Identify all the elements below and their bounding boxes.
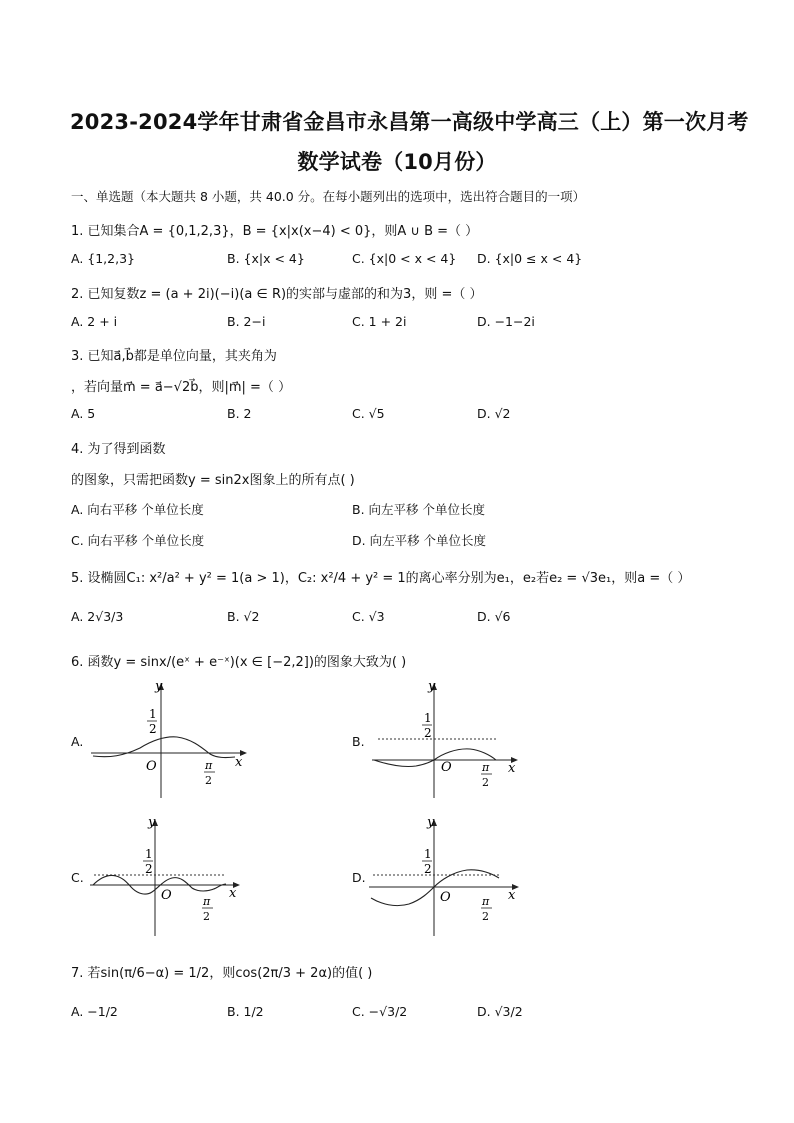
q6b-x-label: x [508, 761, 516, 776]
q1-option-a: A. {1,2,3} [71, 251, 135, 266]
q5-option-b: B. √2 [227, 609, 260, 624]
q6c-origin: O [161, 888, 172, 903]
q1-option-b: B. {x|x < 4} [227, 251, 305, 266]
title-line-1: 2023-2024学年甘肃省金昌市永昌第一高级中学高三（上）第一次月考 [70, 110, 749, 134]
q6b-y-label: y [428, 679, 436, 694]
q6-option-c-label: C. [71, 870, 84, 885]
q2-option-b: B. 2−i [227, 314, 266, 329]
q6-option-d-label: D. [352, 870, 366, 885]
question-7-stem: 7. 若sin(π/6−α) = 1/2，则cos(2π/3 + 2α)的值( ) [71, 966, 373, 981]
q4-option-a: A. 向右平移 个单位长度 [71, 502, 204, 517]
q7-option-a: A. −1/2 [71, 1004, 118, 1019]
q7-option-c: C. −√3/2 [352, 1004, 408, 1019]
q6a-pi-den: 2 [205, 774, 212, 787]
q5-option-d: D. √6 [477, 609, 511, 624]
q4-option-d: D. 向左平移 个单位长度 [352, 533, 487, 548]
q6c-pi-num: π [203, 895, 211, 908]
q1-option-d: D. {x|0 ≤ x < 4} [477, 251, 583, 266]
q6b-pi-den: 2 [482, 776, 489, 789]
q6b-half-den: 2 [424, 726, 432, 740]
q6c-pi-den: 2 [203, 910, 210, 923]
q6a-y-label: y [155, 679, 163, 694]
q6-graph-a [85, 676, 255, 802]
question-3-stem-line-2: ，若向量m⃗ = a⃗−√2b⃗，则|m⃗| =（ ） [71, 380, 292, 395]
q2-option-d: D. −1−2i [477, 314, 535, 329]
q6d-pi-den: 2 [482, 910, 489, 923]
question-3-stem-line-1: 3. 已知a⃗,b⃗都是单位向量，其夹角为 [71, 349, 277, 364]
q4-option-c: C. 向右平移 个单位长度 [71, 533, 205, 548]
question-4-stem-line-2: 的图象，只需把函数y = sin2x图象上的所有点( ) [71, 473, 355, 488]
q6c-y-label: y [148, 815, 156, 830]
q6d-pi-num: π [482, 895, 490, 908]
section-header: 一、单选题（本大题共 8 小题，共 40.0 分。在每小题列出的选项中，选出符合题目的一项） [71, 189, 586, 204]
q3-option-d: D. √2 [477, 406, 511, 421]
question-4-stem-line-1: 4. 为了得到函数 [71, 442, 166, 457]
q6a-x-label: x [235, 755, 243, 770]
q6d-x-label: x [508, 888, 516, 903]
q2-option-a: A. 2 + i [71, 314, 118, 329]
q3-option-c: C. √5 [352, 406, 385, 421]
q6c-x-label: x [229, 886, 237, 901]
title-line-2: 数学试卷（10月份） [297, 150, 497, 174]
q6-option-b-label: B. [352, 734, 365, 749]
question-2-stem: 2. 已知复数z = (a + 2i)(−i)(a ∈ R)的实部与虚部的和为3，则 =（ ） [71, 287, 483, 302]
q5-option-c: C. √3 [352, 609, 385, 624]
q6d-half-num: 1 [424, 847, 432, 861]
q2-option-c: C. 1 + 2i [352, 314, 407, 329]
q6a-origin: O [146, 759, 157, 774]
q6-graph-d [367, 812, 527, 940]
q6-graph-c [88, 812, 248, 940]
q6d-origin: O [440, 890, 451, 905]
q7-option-d: D. √3/2 [477, 1004, 523, 1019]
q6d-y-label: y [427, 815, 435, 830]
q6b-pi-num: π [482, 761, 490, 774]
q4-option-b: B. 向左平移 个单位长度 [352, 502, 485, 517]
q6b-half-num: 1 [424, 711, 432, 725]
q6b-origin: O [441, 760, 452, 775]
question-5-stem: 5. 设椭圆C₁: x²/a² + y² = 1(a > 1)，C₂: x²/4 + y² = 1的离心率分别为e₁，e₂若e₂ = √3e₁，则a =（ ） [71, 571, 691, 586]
q3-option-a: A. 5 [71, 406, 96, 421]
q6-graph-b [366, 676, 526, 802]
question-6-stem: 6. 函数y = sinx/(eˣ + e⁻ˣ)(x ∈ [−2,2])的图象大致为( ) [71, 655, 407, 670]
q5-option-a: A. 2√3/3 [71, 609, 124, 624]
q6-option-a-label: A. [71, 734, 84, 749]
q6c-half-num: 1 [145, 847, 153, 861]
q6c-half-den: 2 [145, 862, 153, 876]
q6a-half-num: 1 [149, 707, 157, 721]
q1-option-c: C. {x|0 < x < 4} [352, 251, 457, 266]
q6a-half-den: 2 [149, 722, 157, 736]
q3-option-b: B. 2 [227, 406, 252, 421]
q6d-half-den: 2 [424, 862, 432, 876]
question-1-stem: 1. 已知集合A = {0,1,2,3}，B = {x|x(x−4) < 0}，则A ∪ B =（ ） [71, 224, 479, 239]
q7-option-b: B. 1/2 [227, 1004, 264, 1019]
q6a-pi-num: π [205, 759, 213, 772]
